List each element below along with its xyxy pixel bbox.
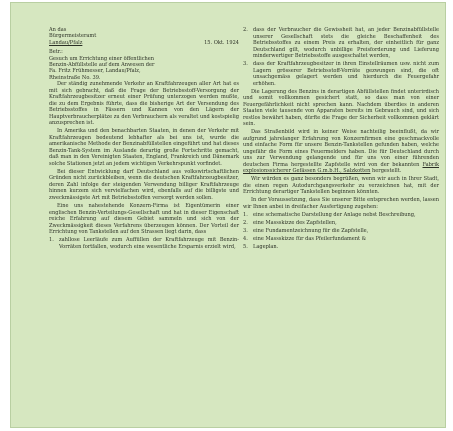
paragraph-5: Die Lagerung des Benzins in derartigen Abfüllstellen findet unterirdisch und somit vollkommen gesichert statt, so dass man von einer Feuergefährlichkeit nicht sprechen kann. Nachdem überdies in anderen Staaten viele tausende von Apparaten bereits im Gebrauch sind, und sich restlos bewährt haben, dürfte die Frage der Sicherheit vollkommen geklärt sein. xyxy=(243,88,439,128)
address-date-row xyxy=(49,40,239,46)
advantage-number-2: 2. xyxy=(243,27,248,33)
enclosure-item xyxy=(243,244,439,251)
letter-page xyxy=(10,2,446,428)
enclosure-text: eine Fundamentzeichnung für die Zapfstelle, xyxy=(253,228,369,235)
enclosures-list xyxy=(243,212,439,251)
address-line-3: Landau/Pfalz xyxy=(49,39,83,46)
left-column xyxy=(49,27,239,252)
enclosure-text: eine Massskizze des Zapfstellen, xyxy=(253,220,337,227)
letter-date: 15. Okt. 1924 xyxy=(204,39,239,46)
advantage-item-2 xyxy=(243,27,439,60)
right-column xyxy=(243,27,439,253)
enclosure-text: eine Massskizze für das Pfeilerfundament & xyxy=(253,236,367,243)
subject-block xyxy=(49,49,239,81)
enclosure-item xyxy=(243,236,439,243)
advantage-text-2: dass der Verbraucher die Gewissheit hat, an jeder Benzinabfüllstelle unserer Gesellschaft stets die gleiche Beschaffenheit des Betriebsstoffes zu einem Preis zu erhalten, der einheitlich für ganz Deutschland gilt, wodurch unbillige Preisforderung und Lieferung minderwertiger Betriebsstoffe ausgeschaltet werden, xyxy=(253,27,439,59)
enclosure-number: 4. xyxy=(243,236,248,243)
advantage-text-3: dass der Kraftfahrzeugbesitzer in ihren Einstellräumen usw. nicht zum Lagern grösserer Betriebsstoff-Vorräte gezwungen sind, die oft unsachgemäss gelagert werden und hierdurch die Feuergefahr erhöhen. xyxy=(253,61,439,87)
manufacturer-name: Fabrik explosionssicherer Gefässen G.m.b.H., Salzkotten xyxy=(243,161,439,175)
advantage-item-3 xyxy=(243,61,439,87)
advantage-item-1 xyxy=(49,237,239,250)
address-line-2: Bürgermeisteramt xyxy=(49,33,97,40)
enclosure-item xyxy=(243,212,439,219)
paragraph-6-end: hergestellt. xyxy=(370,168,402,175)
advantage-text-1: zahllose Leerläufe zum Auffüllen der Kraftfahrzeuge mit Benzin-Vorräten fortfallen, wodurch eine wesentliche Ersparnis erzielt wird, xyxy=(59,237,239,250)
address-line-1: An das xyxy=(49,27,67,33)
enclosure-item xyxy=(243,220,439,227)
enclosure-number: 1. xyxy=(243,212,248,219)
enclosure-text: eine schematische Darstellung der Anlage nebst Beschreibung, xyxy=(253,212,416,219)
subject-label: Betr.: xyxy=(49,49,63,56)
paragraph-8: In der Voraussetzung, dass Sie unserer Bitte entsprechen werden, lassen wir Ihnen anbei in dreifacher Ausfertigung zugehen: xyxy=(243,197,439,210)
subject-line-1: Gesuch um Errichtung einer öffentlichen xyxy=(49,55,155,62)
paragraph-6-text: Das Straßenbild wird in keiner Weise nachteilig beeinflußt, da wir aufgrund jahrelanger Erfahrung von Konzernfirmen eine geschmackvolle und einfache Form für unsere Benzin-Tankstellen gefunden haben, welche ungefähr die Form eines Feuermelders haben. Die für Deutschland durch uns zur Verwendung gelangende und für uns von einer führenden deutschen Firma hergestellte Zapfstelle wird von der bekannten xyxy=(243,129,439,168)
paragraph-4: Eine uns nahestehende Konzern-Firma ist Eigentümerin einer englischen Benzin-Verteilungs-Gesellschaft und hat in dieser Eigenschaft reiche Erfahrung auf diesem Gebiet sammeln und sich von der Zweckmässigkeit dieses Verfahrens überzeugen können. Der Vorteil der Errichtung von Tankstellen auf den Strassen liegt darin, dass xyxy=(49,203,239,236)
enclosure-item xyxy=(243,228,439,235)
paragraph-1: Der ständig zunehmende Verkehr an Kraftfahrzeugen aller Art hat es mit sich gebracht, daß die Frage der Betriebsstoff-Versorgung der Kraftfahrzeugbesitzer erneut einer Prüfung unterzogen werden mußte, die zu dem Ergebnis führte, dass die bisherige Art der Versendung des Betriebsstoffes in Fässern und Kannen von den Lägern der Hauptverbraucherplätze zu den Verbrauchern als veraltet und kostspielig anzusprechen ist. xyxy=(49,81,239,127)
advantages-list xyxy=(49,237,239,250)
enclosure-number: 2. xyxy=(243,220,248,227)
paragraph-7: Wir würden es ganz besonders begrüßen, wenn wir auch in Ihrer Stadt, die einen regen Autodurchgangsverkehr zu verzeichnen hat, mit der Errichtung derartiger Tankstellen beginnen könnten. xyxy=(243,176,439,196)
paragraph-6 xyxy=(243,129,439,175)
subject-line-2: Benzin-Abfüllstelle auf dem Anwesen der xyxy=(49,62,155,69)
enclosure-text: Lageplan. xyxy=(253,244,279,251)
advantages-list-continued xyxy=(243,27,439,87)
paragraph-2: In Amerika und den benachbarten Staaten, in denen der Verkehr mit Kraftfahrzeugen bedeutend lebhafter als bei uns ist, wurde die amerikanische Methode der Benzinabfüllstellen eingeführt und hat dieses Benzin-Tank-System im Auslande derartig große Fortschritte gemacht, daß man in den Vereinigten Staaten, England, Frankreich und Dänemark solche Stationen jetzt an jedem wichtigen Verkehrspunkt vorfindet. xyxy=(49,128,239,167)
enclosure-number: 3. xyxy=(243,228,248,235)
subject-line-3: Fa. Fritz Frühmesser, Landau/Pfalz, xyxy=(49,68,141,75)
enclosure-number: 5. xyxy=(243,244,248,251)
advantage-number-1: 1. xyxy=(49,237,54,244)
recipient-address xyxy=(49,27,239,46)
paragraph-3: Bei dieser Entwicklung darf Deutschland aus volkswirtschaftlichen Gründen nicht zurückbleiben, wenn die deutschen Kraftfahrzeugbesitzer, deren Zahl infolge der steigenden Verwendung billiger Kraftfahrzeuge hinnen kurzem sich vervielfachen wird, ebenfalls auf die billigste und zweckmässigste Art mit Betriebsstoffen versorgt werden sollen. xyxy=(49,168,239,201)
subject-line-4: Rheinstraße No. 39. xyxy=(49,74,101,81)
advantage-number-3: 3. xyxy=(243,61,248,68)
